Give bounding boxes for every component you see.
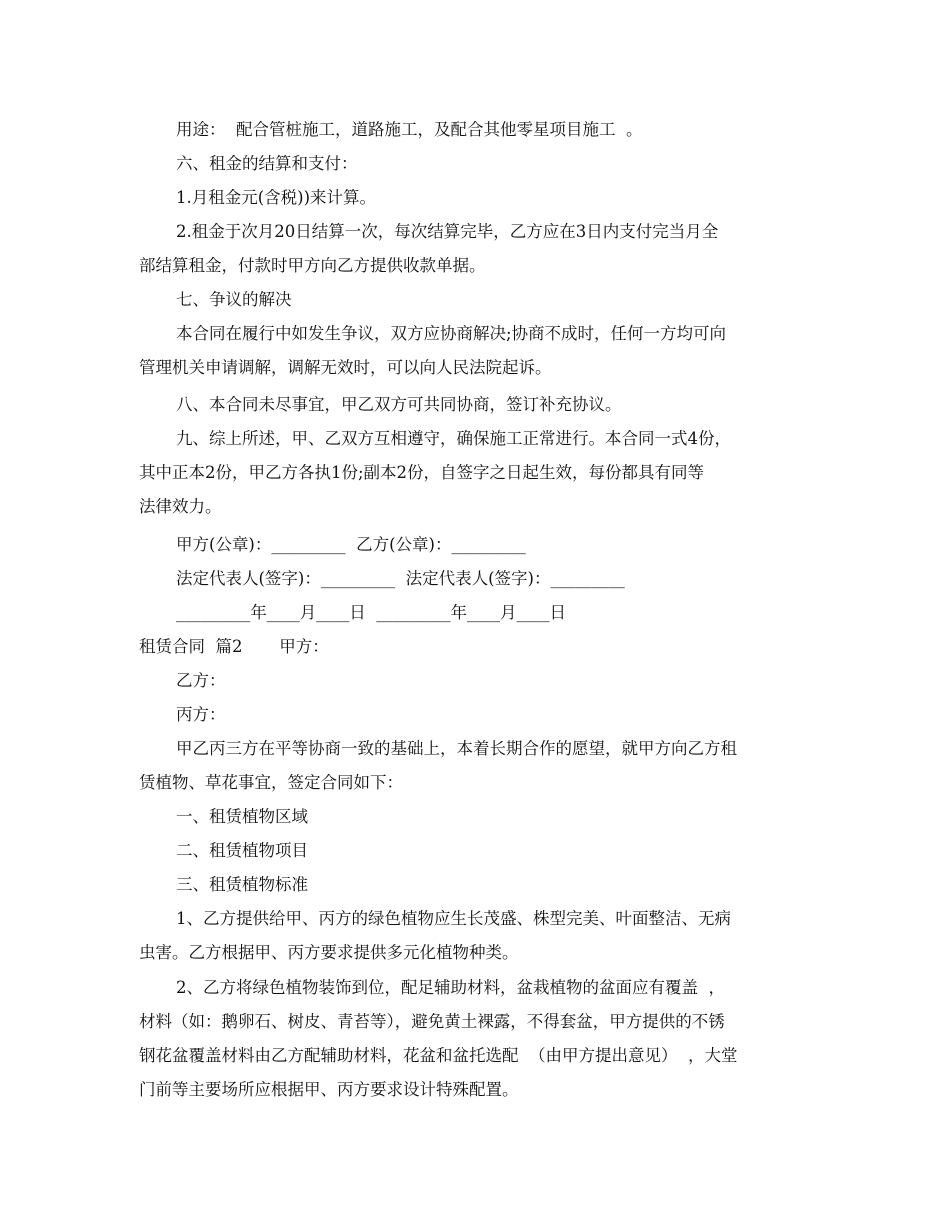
clause-3-1-line-2: 虫害。乙方根据甲、丙方要求提供多元化植物种类。 [139,943,519,962]
section-9-line-1: 九、综上所述，甲、乙双方互相遵守，确保施工正常进行。本合同一式4份， [176,429,731,448]
clause-3-2-line-4: 门前等主要场所应根据甲、丙方要求设计特殊配置。 [139,1080,519,1099]
section-9-line-2: 其中正本2份，甲乙方各执1份;副本2份，自签字之日起生效，每份都具有同等 [139,463,705,482]
party-c-line: 丙方： [176,705,226,724]
section-7-line-1: 本合同在履行中如发生争议，双方应协商解决;协商不成时，任何一方均可向 [176,324,727,343]
contract-2-heading: 租赁合同 篇2 甲方： [139,637,329,656]
section-7-heading: 七、争议的解决 [176,290,292,309]
section-8: 八、本合同未尽事宜，甲乙双方可共同协商，签订补充协议。 [176,395,622,414]
section-7-line-2: 管理机关申请调解，调解无效时，可以向人民法院起诉。 [139,358,552,377]
seal-line: 甲方(公章)：_________ 乙方(公章)：_________ [176,535,526,554]
party-b-line: 乙方： [176,671,226,690]
clause-3-1-line-1: 1、乙方提供给甲、丙方的绿色植物应生长茂盛、株型完美、叶面整洁、无病 [176,909,731,928]
clause-6-2-line-2: 部结算租金，付款时甲方向乙方提供收款单据。 [139,256,486,275]
clause-6-1: 1.月租金元(含税))来计算。 [176,188,377,207]
section-1-heading: 一、租赁植物区域 [176,807,308,826]
representative-signature-line: 法定代表人(签字)：_________ 法定代表人(签字)：_________ [176,569,625,588]
clause-6-2-line-1: 2.租金于次月20日结算一次，每次结算完毕，乙方应在3日内支付完当月全 [176,222,719,241]
clause-3-2-line-3: 钢花盆覆盖材料由乙方配辅助材料，花盆和盆托选配 （由甲方提出意见） ，大堂 [139,1046,738,1065]
preamble-line-2: 赁植物、草花事宜，签定合同如下： [139,773,403,792]
date-line: _________年____月____日 _________年____月____日 [176,603,566,622]
clause-3-2-line-2: 材料（如：鹅卵石、树皮、青苔等），避免黄土裸露，不得套盆，甲方提供的不锈 [139,1012,725,1031]
section-3-heading: 三、租赁植物标准 [176,875,308,894]
section-6-heading: 六、租金的结算和支付： [176,154,358,173]
preamble-line-1: 甲乙丙三方在平等协商一致的基础上，本着长期合作的愿望，就甲方向乙方租 [176,739,737,758]
clause-3-2-line-1: 2、乙方将绿色植物装饰到位，配足辅助材料，盆栽植物的盆面应有覆盖 ， [176,978,725,997]
section-9-line-3: 法律效力。 [139,497,222,516]
section-2-heading: 二、租赁植物项目 [176,841,308,860]
usage-line: 用途： 配合管桩施工，道路施工，及配合其他零星项目施工 。 [176,120,643,139]
